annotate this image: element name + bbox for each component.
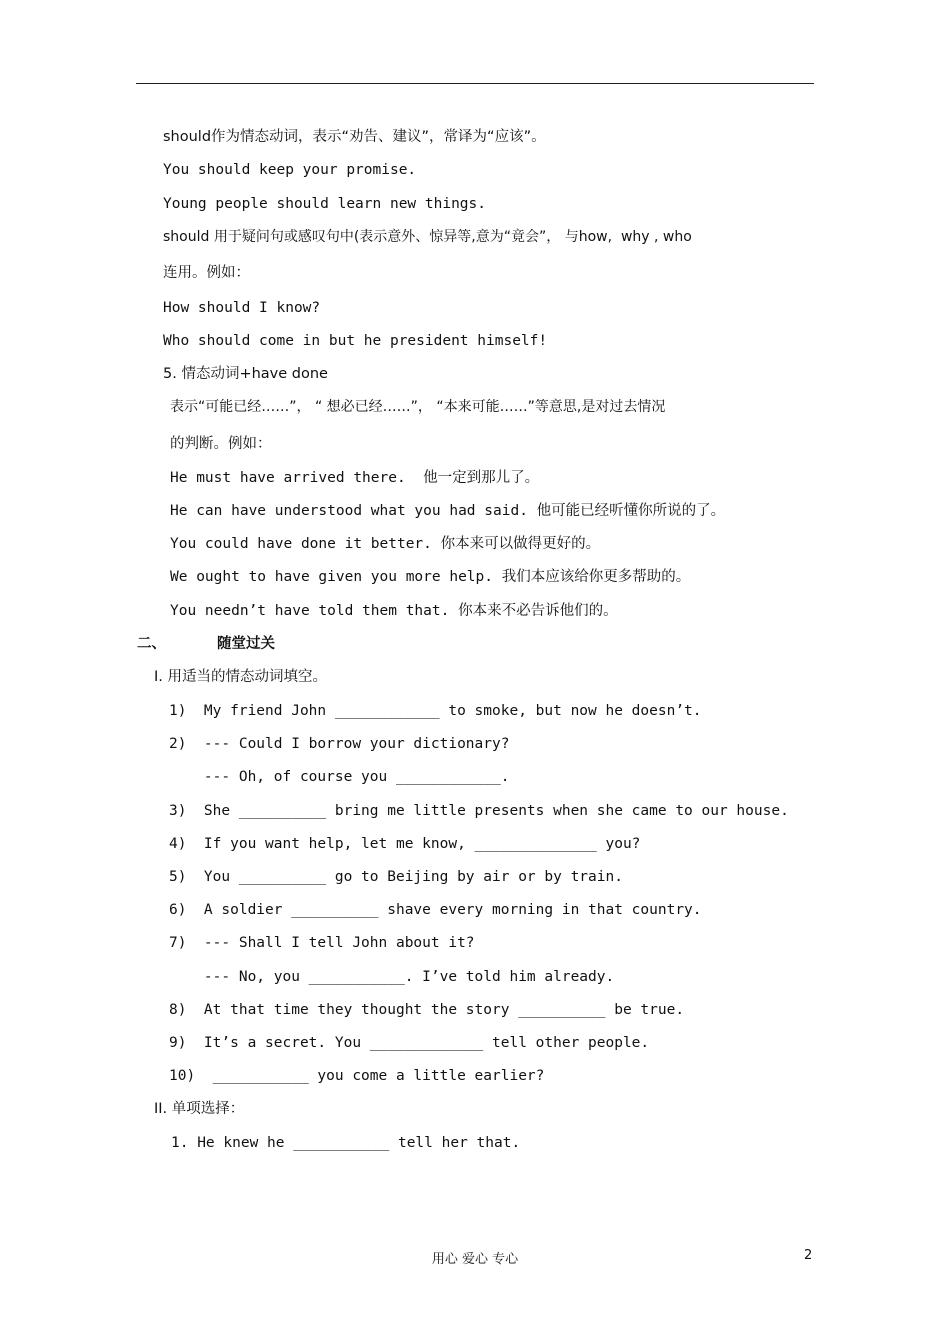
part1-heading: I. 用适当的情态动词填空。 [154,669,327,685]
text-line-9: 表示“可能已经……”， “ 想必已经……”， “本来可能……”等意思,是对过去情况 [170,399,666,415]
text-line-10: 的判断。例如： [170,436,272,452]
text-line-8: 5. 情态动词+have done [163,366,328,382]
text-line-12: He can have understood what you had said. 他可能已经听懂你所说的了。 [170,503,726,519]
text-line-5: 连用。例如： [163,265,250,281]
exercise-item: 6) A soldier __________ shave every morning in that country. [169,902,702,918]
exercise-item: 1) My friend John ____________ to smoke, but now he doesn’t. [169,703,702,719]
section-number: 二、 [137,636,166,652]
exercise-item: 2) --- Could I borrow your dictionary? [169,736,510,752]
text-line-1: should作为情态动词，表示“劝告、建议”，常译为“应该”。 [163,129,546,145]
text-line-14: We ought to have given you more help. 我们本应该给你更多帮助的。 [170,569,691,585]
exercise-item: --- Oh, of course you ____________. [169,769,510,785]
text-line-4: should 用于疑问句或感叹句中(表示意外、惊异等,意为“竟会”， 与how, why , who [163,229,692,245]
exercise-item: 8) At that time they thought the story __________ be true. [169,1002,685,1018]
exercise-item: --- No, you ___________. I’ve told him already. [169,969,615,985]
footer-motto: 用心 爱心 专心 [431,1252,519,1267]
text-line-2: You should keep your promise. [163,162,417,178]
text-line-15: You needn’t have told them that. 你本来不必告诉他们的。 [170,603,618,619]
exercise-item: 9) It’s a secret. You _____________ tell other people. [169,1035,650,1051]
exercise-item: 10) ___________ you come a little earlier? [169,1068,545,1084]
exercise-item: 3) She __________ bring me little presents when she came to our house. [169,803,789,819]
text-line-3: Young people should learn new things. [163,196,487,212]
text-line-11: He must have arrived there. 他一定到那儿了。 [170,470,540,486]
choice-item: 1. He knew he ___________ tell her that. [171,1135,521,1151]
exercise-item: 4) If you want help, let me know, ______________ you? [169,836,641,852]
text-line-6: How should I know? [163,300,321,316]
text-line-7: Who should come in but he president himself! [163,333,548,349]
section-title: 随堂过关 [217,636,275,652]
page-number: 2 [804,1248,813,1263]
header-rule [136,83,814,84]
exercise-item: 5) You __________ go to Beijing by air or by train. [169,869,623,885]
text-line-13: You could have done it better. 你本来可以做得更好的。 [170,536,601,552]
exercise-item: 7) --- Shall I tell John about it? [169,935,475,951]
part2-heading: II. 单项选择： [154,1101,245,1117]
